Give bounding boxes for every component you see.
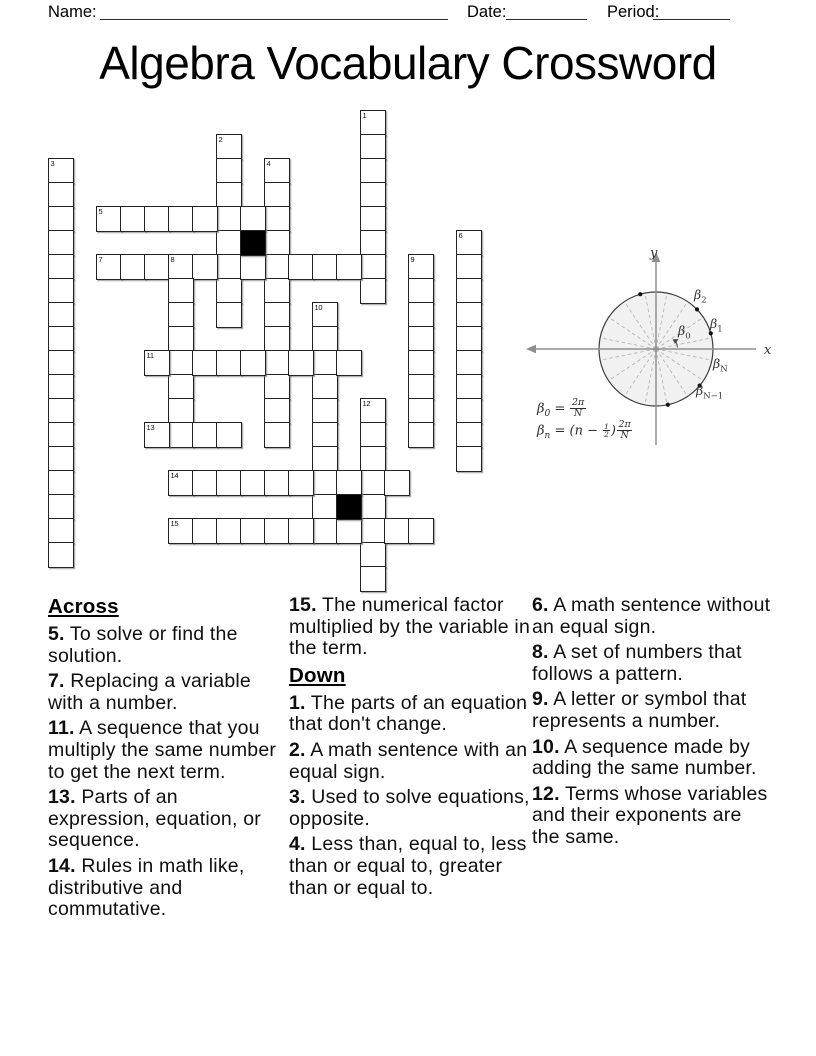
clue-item: 5. To solve or find the solution. bbox=[48, 623, 238, 667]
grid-cell[interactable] bbox=[216, 350, 242, 376]
clue-item-number: 2. bbox=[289, 738, 306, 761]
clue-number: 3 bbox=[50, 158, 55, 168]
grid-cell[interactable] bbox=[360, 422, 386, 448]
grid-cell[interactable] bbox=[96, 206, 122, 232]
grid-cell[interactable] bbox=[48, 374, 74, 400]
grid-cell[interactable] bbox=[240, 518, 266, 544]
grid-cell[interactable] bbox=[48, 422, 74, 448]
period-label: Period: bbox=[607, 3, 660, 21]
grid-cell[interactable] bbox=[48, 326, 74, 352]
grid-cell[interactable] bbox=[408, 350, 434, 376]
grid-cell[interactable] bbox=[144, 422, 170, 448]
grid-cell[interactable] bbox=[384, 518, 410, 544]
grid-cell[interactable] bbox=[192, 518, 218, 544]
clue-item-number: 4. bbox=[289, 833, 306, 856]
clue-number: 11 bbox=[146, 350, 154, 360]
grid-cell[interactable] bbox=[48, 254, 74, 280]
formula-beta0: $\beta_0$ = $\frac{2\pi}{N}$ bbox=[537, 397, 585, 420]
grid-cell[interactable] bbox=[312, 446, 338, 472]
clue-number: 15 bbox=[170, 518, 179, 528]
grid-cell[interactable] bbox=[192, 350, 218, 376]
clue-number: 2 bbox=[218, 134, 223, 144]
x-axis-arrowhead bbox=[526, 345, 536, 354]
grid-cell[interactable] bbox=[456, 446, 482, 472]
grid-cell[interactable] bbox=[264, 398, 290, 424]
clue-column-middle bbox=[289, 595, 532, 903]
clue-column-down bbox=[532, 595, 774, 853]
clue-item: 3. Used to solve equations, opposite. bbox=[289, 786, 530, 830]
grid-cell[interactable] bbox=[240, 254, 266, 280]
grid-cell[interactable] bbox=[168, 278, 194, 304]
clue-item-number: 7. bbox=[48, 670, 65, 693]
grid-cell[interactable] bbox=[216, 254, 242, 280]
grid-cell[interactable] bbox=[408, 398, 434, 424]
grid-cell[interactable] bbox=[48, 518, 74, 544]
clue-number: 1 bbox=[362, 110, 367, 120]
beta-label: $\beta_2$ bbox=[694, 287, 707, 306]
grid-cell[interactable] bbox=[456, 302, 482, 328]
clue-number: 10 bbox=[314, 302, 323, 312]
grid-cell[interactable] bbox=[312, 494, 338, 520]
grid-cell[interactable] bbox=[360, 494, 386, 520]
grid-cell[interactable] bbox=[240, 470, 266, 496]
grid-cell[interactable] bbox=[312, 326, 338, 352]
grid-cell[interactable] bbox=[168, 350, 194, 376]
grid-cell[interactable] bbox=[48, 278, 74, 304]
clue-item-number: 9. bbox=[532, 688, 549, 711]
grid-cell[interactable] bbox=[408, 302, 434, 328]
grid-cell[interactable] bbox=[360, 542, 386, 568]
clue-item-number: 1. bbox=[289, 691, 306, 714]
grid-cell[interactable] bbox=[360, 446, 386, 472]
grid-cell[interactable] bbox=[336, 350, 362, 376]
grid-cell[interactable] bbox=[264, 470, 290, 496]
grid-cell[interactable] bbox=[360, 110, 386, 136]
black-cell bbox=[240, 230, 266, 256]
grid-cell[interactable] bbox=[192, 206, 218, 232]
grid-cell[interactable] bbox=[312, 350, 338, 376]
clue-item: 6. A math sentence without an equal sign. bbox=[532, 594, 771, 638]
grid-cell[interactable] bbox=[360, 158, 386, 184]
grid-cell[interactable] bbox=[456, 254, 482, 280]
grid-cell[interactable] bbox=[408, 422, 434, 448]
clue-number: 5 bbox=[98, 206, 103, 216]
grid-cell[interactable] bbox=[456, 374, 482, 400]
grid-cell[interactable] bbox=[216, 470, 242, 496]
clue-number: 9 bbox=[410, 254, 415, 264]
grid-cell[interactable] bbox=[336, 470, 362, 496]
name-blank-line[interactable] bbox=[100, 19, 448, 20]
grid-cell[interactable] bbox=[48, 446, 74, 472]
grid-cell[interactable] bbox=[288, 350, 314, 376]
clue-number: 4 bbox=[266, 158, 271, 168]
grid-cell[interactable] bbox=[408, 326, 434, 352]
grid-cell[interactable] bbox=[216, 182, 242, 208]
grid-cell[interactable] bbox=[360, 566, 386, 592]
clue-item: 9. A letter or symbol that represents a number. bbox=[532, 688, 747, 732]
grid-cell[interactable] bbox=[264, 422, 290, 448]
clue-number: 12 bbox=[362, 398, 371, 408]
date-blank-line[interactable] bbox=[506, 19, 587, 20]
grid-cell[interactable] bbox=[120, 254, 146, 280]
clue-item-number: 10. bbox=[532, 735, 560, 758]
grid-cell[interactable] bbox=[336, 254, 362, 280]
grid-cell[interactable] bbox=[168, 206, 194, 232]
grid-cell[interactable] bbox=[456, 422, 482, 448]
clue-item-number: 11. bbox=[48, 717, 75, 740]
clue-number: 14 bbox=[170, 470, 179, 480]
beta-label: $\beta_0$ bbox=[678, 323, 691, 342]
grid-cell[interactable] bbox=[360, 470, 386, 496]
grid-cell[interactable] bbox=[360, 182, 386, 208]
grid-cell[interactable] bbox=[264, 230, 290, 256]
grid-cell[interactable] bbox=[240, 206, 266, 232]
grid-cell[interactable] bbox=[360, 518, 386, 544]
grid-cell[interactable] bbox=[456, 326, 482, 352]
clue-number: 8 bbox=[170, 254, 175, 264]
grid-cell[interactable] bbox=[264, 206, 290, 232]
grid-cell[interactable] bbox=[168, 422, 194, 448]
clue-number: 13 bbox=[146, 422, 155, 432]
grid-cell[interactable] bbox=[192, 470, 218, 496]
grid-cell[interactable] bbox=[96, 254, 122, 280]
grid-cell[interactable] bbox=[312, 374, 338, 400]
clue-item: 15. The numerical factor multiplied by the variable in the term. bbox=[289, 594, 531, 660]
grid-cell[interactable] bbox=[264, 374, 290, 400]
grid-cell[interactable] bbox=[216, 158, 242, 184]
clue-item: 10. A sequence made by adding the same number. bbox=[532, 735, 757, 780]
beta-label: $\beta_{N-1}$ bbox=[696, 383, 724, 402]
x-axis-label: x bbox=[764, 343, 772, 358]
grid-cell[interactable] bbox=[48, 542, 74, 568]
grid-cell[interactable] bbox=[144, 254, 170, 280]
grid-cell[interactable] bbox=[264, 254, 290, 280]
grid-cell[interactable] bbox=[216, 206, 242, 232]
grid-cell[interactable] bbox=[48, 206, 74, 232]
clue-number: 7 bbox=[98, 254, 103, 264]
grid-cell[interactable] bbox=[192, 254, 218, 280]
grid-cell[interactable] bbox=[408, 374, 434, 400]
grid-cell[interactable] bbox=[48, 158, 74, 184]
grid-cell[interactable] bbox=[264, 182, 290, 208]
clue-item: 7. Replacing a variable with a number. bbox=[48, 670, 251, 714]
grid-cell[interactable] bbox=[48, 470, 74, 496]
grid-cell[interactable] bbox=[408, 254, 434, 280]
grid-cell[interactable] bbox=[264, 518, 290, 544]
page-title: Algebra Vocabulary Crossword bbox=[99, 37, 717, 89]
grid-cell[interactable] bbox=[456, 230, 482, 256]
grid-cell[interactable] bbox=[360, 230, 386, 256]
grid-cell[interactable] bbox=[456, 278, 482, 304]
grid-cell[interactable] bbox=[312, 302, 338, 328]
clue-item-number: 6. bbox=[532, 594, 549, 616]
grid-cell[interactable] bbox=[144, 206, 170, 232]
clue-item-number: 15. bbox=[289, 594, 317, 616]
clue-item-number: 5. bbox=[48, 623, 65, 645]
grid-cell[interactable] bbox=[168, 470, 194, 496]
clue-item-number: 13. bbox=[48, 786, 76, 809]
grid-cell[interactable] bbox=[192, 422, 218, 448]
clue-item: 4. Less than, equal to, less than or equal to, greater than or equal to. bbox=[289, 833, 527, 899]
clue-list-heading: Across bbox=[48, 595, 119, 618]
grid-cell[interactable] bbox=[216, 278, 242, 304]
grid-cell[interactable] bbox=[48, 398, 74, 424]
grid-cell[interactable] bbox=[144, 350, 170, 376]
grid-cell[interactable] bbox=[168, 326, 194, 352]
date-label: Date: bbox=[467, 3, 507, 21]
grid-cell[interactable] bbox=[216, 302, 242, 328]
grid-cell[interactable] bbox=[264, 158, 290, 184]
crossword-grid bbox=[48, 110, 482, 592]
clue-list-heading: Down bbox=[289, 663, 346, 687]
black-cell bbox=[336, 494, 362, 520]
clue-item: 12. Terms whose variables and their exponents are the same. bbox=[532, 782, 768, 848]
grid-cell[interactable] bbox=[264, 350, 290, 376]
clue-item: 8. A set of numbers that follows a pattern. bbox=[532, 641, 742, 685]
grid-cell[interactable] bbox=[288, 518, 314, 544]
clue-item: 2. A math sentence with an equal sign. bbox=[289, 738, 528, 783]
grid-cell[interactable] bbox=[120, 206, 146, 232]
grid-cell[interactable] bbox=[48, 350, 74, 376]
grid-cell[interactable] bbox=[264, 302, 290, 328]
grid-cell[interactable] bbox=[456, 398, 482, 424]
grid-cell[interactable] bbox=[408, 278, 434, 304]
grid-cell[interactable] bbox=[264, 278, 290, 304]
y-axis-label: y bbox=[650, 246, 658, 261]
clue-item: 11. A sequence that you multiply the same number to get the next term. bbox=[48, 717, 277, 783]
grid-cell[interactable] bbox=[288, 470, 314, 496]
beta-label: $\beta_N$ bbox=[713, 356, 728, 375]
clue-item: 14. Rules in math like, distributive and commutative. bbox=[48, 854, 245, 921]
grid-cell[interactable] bbox=[312, 518, 338, 544]
period-blank-line[interactable] bbox=[653, 19, 730, 20]
clue-column-across bbox=[48, 595, 282, 925]
grid-cell[interactable] bbox=[48, 230, 74, 256]
grid-cell[interactable] bbox=[312, 422, 338, 448]
clue-item-number: 3. bbox=[289, 786, 306, 809]
grid-cell[interactable] bbox=[48, 302, 74, 328]
grid-cell[interactable] bbox=[360, 134, 386, 160]
grid-cell[interactable] bbox=[216, 518, 242, 544]
grid-cell[interactable] bbox=[240, 350, 266, 376]
clue-item: 13. Parts of an expression, equation, or sequence. bbox=[48, 786, 261, 852]
clue-item-number: 14. bbox=[48, 854, 76, 877]
grid-cell[interactable] bbox=[384, 470, 410, 496]
grid-cell[interactable] bbox=[216, 422, 242, 448]
grid-cell[interactable] bbox=[168, 302, 194, 328]
beta-label: $\beta_1$ bbox=[710, 316, 723, 335]
grid-cell[interactable] bbox=[168, 374, 194, 400]
clue-item-number: 12. bbox=[532, 782, 560, 805]
clue-number: 6 bbox=[458, 230, 463, 240]
grid-cell[interactable] bbox=[216, 230, 242, 256]
clue-item: 1. The parts of an equation that don't change. bbox=[289, 691, 528, 736]
clue-item-number: 8. bbox=[532, 641, 549, 664]
grid-cell[interactable] bbox=[216, 134, 242, 160]
grid-cell[interactable] bbox=[312, 254, 338, 280]
grid-cell[interactable] bbox=[168, 518, 194, 544]
grid-cell[interactable] bbox=[360, 278, 386, 304]
grid-cell[interactable] bbox=[360, 254, 386, 280]
grid-cell[interactable] bbox=[456, 350, 482, 376]
grid-cell[interactable] bbox=[288, 254, 314, 280]
grid-cell[interactable] bbox=[312, 470, 338, 496]
grid-cell[interactable] bbox=[168, 254, 194, 280]
grid-cell[interactable] bbox=[312, 398, 338, 424]
formula-beta-n: $\beta_n = (n$ − $\frac{1}{2}$ ) $\frac{2\pi}{N}$ bbox=[537, 419, 631, 442]
grid-cell[interactable] bbox=[360, 398, 386, 424]
name-label: Name: bbox=[48, 3, 97, 21]
grid-cell[interactable] bbox=[360, 206, 386, 232]
grid-cell[interactable] bbox=[168, 398, 194, 424]
grid-cell[interactable] bbox=[336, 518, 362, 544]
grid-cell[interactable] bbox=[264, 326, 290, 352]
grid-cell[interactable] bbox=[48, 494, 74, 520]
grid-cell[interactable] bbox=[48, 182, 74, 208]
grid-cell[interactable] bbox=[408, 518, 434, 544]
